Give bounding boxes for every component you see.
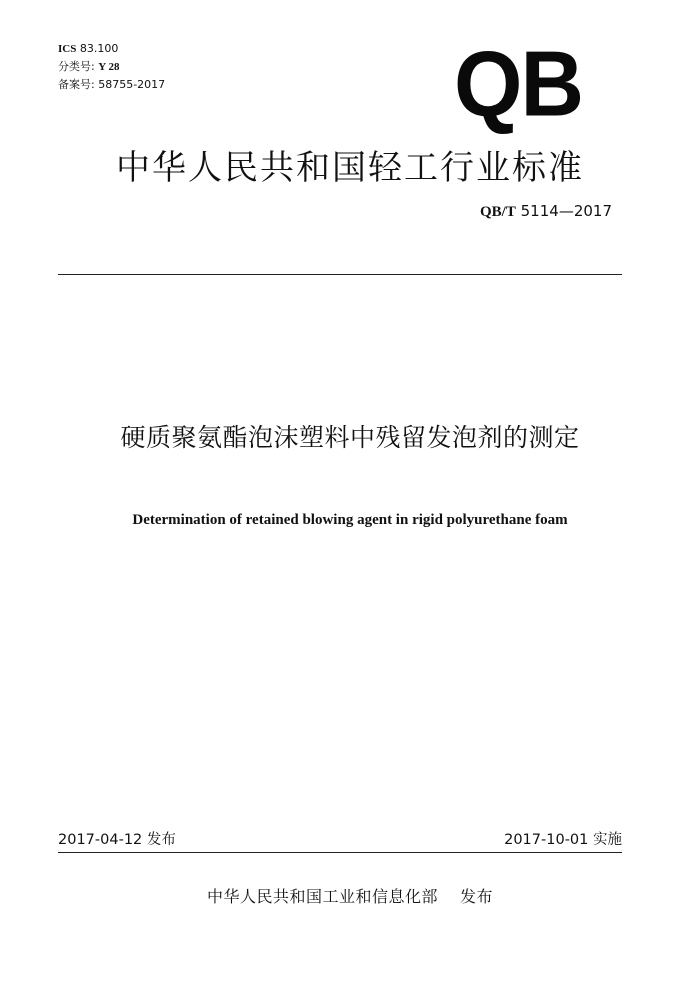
metadata-block [58,40,165,94]
classification-value: Y 28 [98,61,120,73]
ics-row [58,40,165,58]
bottom-divider [58,852,622,853]
document-title-english: Determination of retained blowing agent in rigid polyurethane foam [132,512,568,528]
issuer-name: 中华人民共和国工业和信息化部 [206,887,438,906]
ics-label: ICS [58,43,77,55]
ics-value: 83.100 [79,42,119,55]
document-title-chinese: 硬质聚氨酯泡沫塑料中残留发泡剂的测定 [120,423,580,452]
standard-code: QB/T [480,204,516,220]
qb-logo: QB [454,31,582,136]
standard-number-value: 5114—2017 [520,202,612,220]
standard-title: 中华人民共和国轻工行业标准 [116,148,584,188]
standard-number [480,202,612,221]
record-label: 备案号: [58,78,95,91]
record-row [58,76,165,94]
classification-row [58,58,165,76]
top-divider [58,274,622,275]
issuer-line [0,884,700,907]
publish-date: 2017-04-12 发布 [58,832,176,848]
classification-label: 分类号: [58,60,95,73]
implement-date: 2017-10-01 实施 [504,832,622,848]
record-value: 58755-2017 [98,78,166,91]
issuer-action: 发布 [460,887,494,906]
